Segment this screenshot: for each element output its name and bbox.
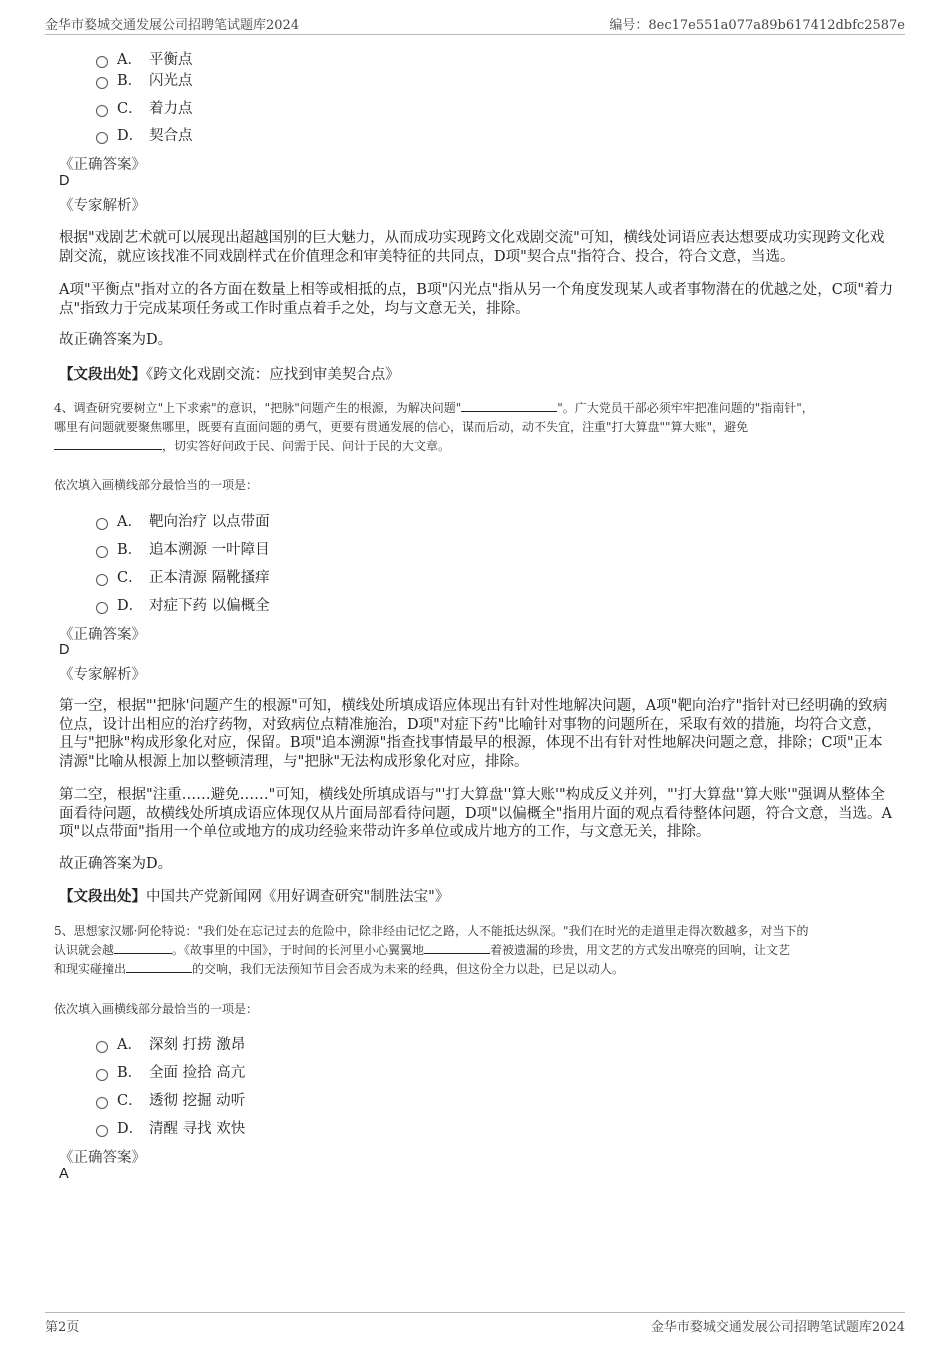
radio-icon[interactable] — [96, 602, 108, 614]
q5-blank-3 — [126, 960, 192, 973]
q3-analysis-p1: 根据"戏剧艺术就可以展现出超越国别的巨大魅力，从而成功实现跨文化戏剧交流"可知，横线处词语应表达想要成功实现跨文化戏剧交流，就应该找准不同戏剧样式在价值理念和审美特征的共同点，D项"契合点"指符合、投合，符合文意，当选。 — [59, 230, 885, 265]
q4-option-a[interactable]: A． 靶向治疗 以点带面 — [96, 510, 270, 531]
q3-analysis-p3: 故正确答案为D。 — [59, 332, 173, 348]
q5-prompt: 依次填入画横线部分最恰当的一项是： — [54, 1002, 259, 1016]
q3-option-d[interactable]: D． 契合点 — [96, 124, 193, 145]
q4-analysis-p3: 故正确答案为D。 — [59, 856, 173, 872]
q4-blank-1 — [461, 399, 557, 412]
footer-title: 金华市婺城交通发展公司招聘笔试题库2024 — [650, 1320, 905, 1335]
q4-source — [59, 888, 894, 907]
q5-option-c[interactable]: C． 透彻 挖掘 动听 — [96, 1089, 245, 1110]
radio-icon[interactable] — [96, 574, 108, 586]
q3-answer: D — [59, 173, 70, 189]
q4-option-c[interactable]: C． 正本清源 隔靴搔痒 — [96, 566, 270, 587]
q4-prompt: 依次填入画横线部分最恰当的一项是： — [54, 478, 259, 492]
q5-answer-label: 《正确答案》 — [59, 1150, 146, 1166]
page-number: 第2页 — [45, 1320, 80, 1335]
radio-icon[interactable] — [96, 56, 108, 68]
q4-option-d[interactable]: D． 对症下药 以偏概全 — [96, 594, 270, 615]
q5-option-a[interactable]: A． 深刻 打捞 激昂 — [96, 1033, 245, 1054]
radio-icon[interactable] — [96, 1069, 108, 1081]
q4-answer-label: 《正确答案》 — [59, 627, 146, 643]
source-title: 中国共产党新闻网《用好调查研究"制胜法宝"》 — [146, 889, 450, 905]
q4-blank-2 — [54, 437, 162, 450]
q3-option-a[interactable]: A． 平衡点 — [96, 48, 193, 69]
q5-stem: 5、思想家汉娜·阿伦特说："我们处在忘记过去的危险中，除非经由记忆之路，人不能抵达纵深。"我们在时光的走道里走得次数越多，对当下的 认识就会越 。《故事里的中国》，于时间的长河里小心翼翼地 着被遗漏的珍贵，用文艺的方式发出嘹亮的回响，让文艺 和现实碰撞出 的交响，我们无法预知节目会否成为未来的经典，但这份全力以赴，已足以动人。 — [54, 924, 809, 976]
header-serial-number: 编号：8ec17e551a077a89b617412dbfc2587e — [609, 18, 905, 33]
q4-analysis-p2: 第二空，根据"注重……避免……"可知，横线处所填成语与"'打大算盘''算大账'"构成反义并列，"'打大算盘''算大账'"强调从整体全面看待问题，故横线处所填成语应体现仅从片面局部看待问题，D项"以偏概全"指用片面的观点看待整体问题，符合文意，当选。A项"以点带面"指用一个单位或地方的成功经验来带动许多单位或成片地方的工作，与文意无关，排除。 — [59, 787, 892, 840]
q3-analysis-p2: A项"平衡点"指对立的各方面在数量上相等或相抵的点，B项"闪光点"指从另一个角度发现某人或者事物潜在的优越之处，C项"着力点"指致力于完成某项任务或工作时重点着手之处，均与文意无关，排除。 — [59, 282, 894, 317]
radio-icon[interactable] — [96, 1041, 108, 1053]
q5-answer: A — [59, 1166, 69, 1182]
q4-stem: 4、调查研究要树立"上下求索"的意识，"把脉"问题产生的根源，为解决问题" "。广大党员干部必须牢牢把准问题的"指南针"， 哪里有问题就要聚焦哪里，既要有直面问题的勇气，更要有贯通发展的信心，谋而后动，动不失宜，注重"打大算盘""算大账"，避免 ，切实答好问政于民、问需于民、问计于民的大文章。 — [54, 401, 814, 453]
q3-source — [59, 366, 894, 385]
radio-icon[interactable] — [96, 132, 108, 144]
radio-icon[interactable] — [96, 518, 108, 530]
q3-analysis-label: 《专家解析》 — [59, 198, 146, 214]
header-title: 金华市婺城交通发展公司招聘笔试题库2024 — [45, 18, 300, 33]
page-header — [45, 14, 905, 35]
radio-icon[interactable] — [96, 1097, 108, 1109]
q3-answer-label: 《正确答案》 — [59, 157, 146, 173]
radio-icon[interactable] — [96, 546, 108, 558]
q5-option-b[interactable]: B． 全面 捡拾 高亢 — [96, 1061, 245, 1082]
page-footer — [45, 1312, 905, 1335]
radio-icon[interactable] — [96, 77, 108, 89]
radio-icon[interactable] — [96, 105, 108, 117]
q5-option-d[interactable]: D． 清醒 寻找 欢快 — [96, 1117, 245, 1138]
q4-answer: D — [59, 642, 70, 658]
q4-analysis-label: 《专家解析》 — [59, 667, 146, 683]
q4-analysis-p1: 第一空，根据"'把脉'问题产生的根源"可知，横线处所填成语应体现出有针对性地解决问题，A项"靶向治疗"指针对已经明确的致病位点，设计出相应的治疗药物，对致病位点精准施治，D项"对症下药"比喻针对事物的问题所在，采取有效的措施，均符合文意，且与"把脉"构成形象化对应，保留。B项"追本溯源"指查找事情最早的根源，体现不出有针对性地解决问题之意，排除；C项"正本清源"比喻从根源上加以整顿清理，与"把脉"无法构成形象化对应，排除。 — [59, 698, 888, 770]
q5-blank-1 — [114, 941, 172, 954]
source-title: 《跨文化戏剧交流：应找到审美契合点》 — [146, 367, 400, 383]
source-tag: 【文段出处】 — [59, 888, 146, 905]
q5-blank-2 — [424, 941, 490, 954]
radio-icon[interactable] — [96, 1125, 108, 1137]
q3-option-b[interactable]: B． 闪光点 — [96, 69, 193, 90]
q4-option-b[interactable]: B． 追本溯源 一叶障目 — [96, 538, 270, 559]
q3-option-c[interactable]: C． 着力点 — [96, 97, 193, 118]
source-tag: 【文段出处】 — [59, 366, 146, 383]
